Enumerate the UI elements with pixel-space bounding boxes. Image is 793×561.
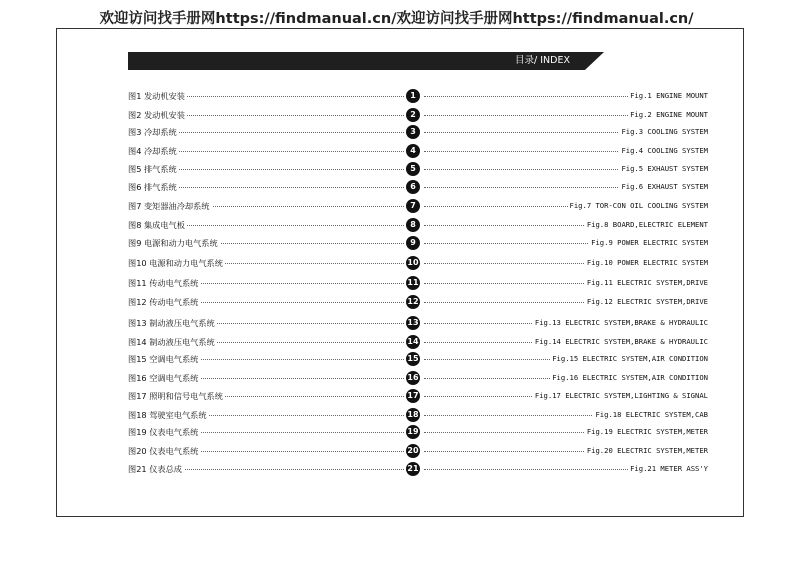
entry-label-en: Fig.17 ELECTRIC SYSTEM,LIGHTING & SIGNAL — [533, 389, 708, 403]
entry-number-badge: 10 — [406, 256, 420, 270]
index-entry[interactable] — [128, 276, 708, 290]
entry-label-cn: 图15 空调电气系统 — [128, 354, 199, 364]
entry-label-cn: 图9 电源和动力电气系统 — [128, 238, 218, 248]
entry-number-badge: 3 — [406, 125, 420, 139]
index-entry[interactable] — [128, 236, 708, 250]
index-entry[interactable] — [128, 425, 708, 439]
entry-number-badge: 2 — [406, 108, 420, 122]
entry-number-badge: 18 — [406, 408, 420, 422]
entry-number-badge: 6 — [406, 180, 420, 194]
entry-label-cn: 图11 传动电气系统 — [128, 278, 199, 288]
entry-number-badge: 11 — [406, 276, 420, 290]
index-entry[interactable] — [128, 199, 708, 213]
entry-number-badge: 1 — [406, 89, 420, 103]
entry-label-en: Fig.19 ELECTRIC SYSTEM,METER — [585, 425, 708, 439]
entry-number-badge: 4 — [406, 144, 420, 158]
entry-label-en: Fig.1 ENGINE MOUNT — [628, 89, 708, 103]
entry-label-cn: 图3 冷却系统 — [128, 127, 177, 137]
entry-number-badge: 7 — [406, 199, 420, 213]
index-entry[interactable] — [128, 316, 708, 330]
entry-label-en: Fig.13 ELECTRIC SYSTEM,BRAKE & HYDRAULIC — [533, 316, 708, 330]
index-title: 目录/ INDEX — [515, 55, 570, 66]
entry-label-cn: 图16 空调电气系统 — [128, 373, 199, 383]
entry-number-badge: 19 — [406, 425, 420, 439]
index-entry[interactable] — [128, 162, 708, 176]
entry-label-en: Fig.15 ELECTRIC SYSTEM,AIR CONDITION — [550, 352, 708, 366]
entry-label-en: Fig.21 METER ASS'Y — [628, 462, 708, 476]
entry-label-en: Fig.9 POWER ELECTRIC SYSTEM — [589, 236, 708, 250]
entry-number-badge: 21 — [406, 462, 420, 476]
entry-label-cn: 图7 变矩器油冷却系统 — [128, 201, 210, 211]
entry-label-en: Fig.6 EXHAUST SYSTEM — [619, 180, 708, 194]
index-entry[interactable] — [128, 444, 708, 458]
entry-label-en: Fig.20 ELECTRIC SYSTEM,METER — [585, 444, 708, 458]
entry-number-badge: 14 — [406, 335, 420, 349]
entry-number-badge: 20 — [406, 444, 420, 458]
entry-label-en: Fig.18 ELECTRIC SYSTEM,CAB — [593, 408, 708, 422]
entry-label-cn: 图2 发动机安装 — [128, 110, 185, 120]
index-entry[interactable] — [128, 89, 708, 103]
index-entry[interactable] — [128, 256, 708, 270]
entry-label-cn: 图21 仪表总成 — [128, 464, 182, 474]
entry-label-cn: 图12 传动电气系统 — [128, 297, 199, 307]
entry-label-en: Fig.14 ELECTRIC SYSTEM,BRAKE & HYDRAULIC — [533, 335, 708, 349]
index-entry[interactable] — [128, 108, 708, 122]
entry-label-en: Fig.8 BOARD,ELECTRIC ELEMENT — [585, 218, 708, 232]
index-entry[interactable] — [128, 389, 708, 403]
entry-label-en: Fig.7 TOR-CON OIL COOLING SYSTEM — [568, 199, 708, 213]
index-entry[interactable] — [128, 125, 708, 139]
index-entry[interactable] — [128, 180, 708, 194]
watermark-text: 欢迎访问找手册网https://findmanual.cn/欢迎访问找手册网https://findmanual.cn/ — [99, 11, 694, 27]
entry-label-cn: 图17 照明和信号电气系统 — [128, 391, 223, 401]
entry-label-en: Fig.5 EXHAUST SYSTEM — [619, 162, 708, 176]
entry-number-badge: 17 — [406, 389, 420, 403]
entry-number-badge: 13 — [406, 316, 420, 330]
index-entry[interactable] — [128, 144, 708, 158]
entry-label-cn: 图20 仪表电气系统 — [128, 446, 199, 456]
entry-number-badge: 16 — [406, 371, 420, 385]
entry-label-cn: 图4 冷却系统 — [128, 146, 177, 156]
index-entry[interactable] — [128, 335, 708, 349]
entry-label-en: Fig.12 ELECTRIC SYSTEM,DRIVE — [585, 295, 708, 309]
entry-number-badge: 8 — [406, 218, 420, 232]
index-entry[interactable] — [128, 371, 708, 385]
entry-number-badge: 9 — [406, 236, 420, 250]
entry-label-en: Fig.2 ENGINE MOUNT — [628, 108, 708, 122]
entry-label-cn: 图14 制动液压电气系统 — [128, 337, 215, 347]
entry-label-cn: 图13 制动液压电气系统 — [128, 318, 215, 328]
entry-label-cn: 图6 排气系统 — [128, 182, 177, 192]
entry-label-cn: 图8 集成电气板 — [128, 220, 185, 230]
entry-label-en: Fig.4 COOLING SYSTEM — [619, 144, 708, 158]
entry-label-cn: 图1 发动机安装 — [128, 91, 185, 101]
entry-label-en: Fig.16 ELECTRIC SYSTEM,AIR CONDITION — [550, 371, 708, 385]
entry-number-badge: 15 — [406, 352, 420, 366]
index-entry[interactable] — [128, 218, 708, 232]
entry-number-badge: 5 — [406, 162, 420, 176]
entry-label-en: Fig.3 COOLING SYSTEM — [619, 125, 708, 139]
entry-label-cn: 图18 驾驶室电气系统 — [128, 410, 207, 420]
index-entry[interactable] — [128, 295, 708, 309]
entry-label-en: Fig.10 POWER ELECTRIC SYSTEM — [585, 256, 708, 270]
entry-label-cn: 图10 电源和动力电气系统 — [128, 258, 223, 268]
entry-label-cn: 图19 仪表电气系统 — [128, 427, 199, 437]
index-entry[interactable] — [128, 408, 708, 422]
entry-number-badge: 12 — [406, 295, 420, 309]
entry-label-cn: 图5 排气系统 — [128, 164, 177, 174]
index-entry[interactable] — [128, 352, 708, 366]
index-entry[interactable] — [128, 462, 708, 476]
entry-label-en: Fig.11 ELECTRIC SYSTEM,DRIVE — [585, 276, 708, 290]
